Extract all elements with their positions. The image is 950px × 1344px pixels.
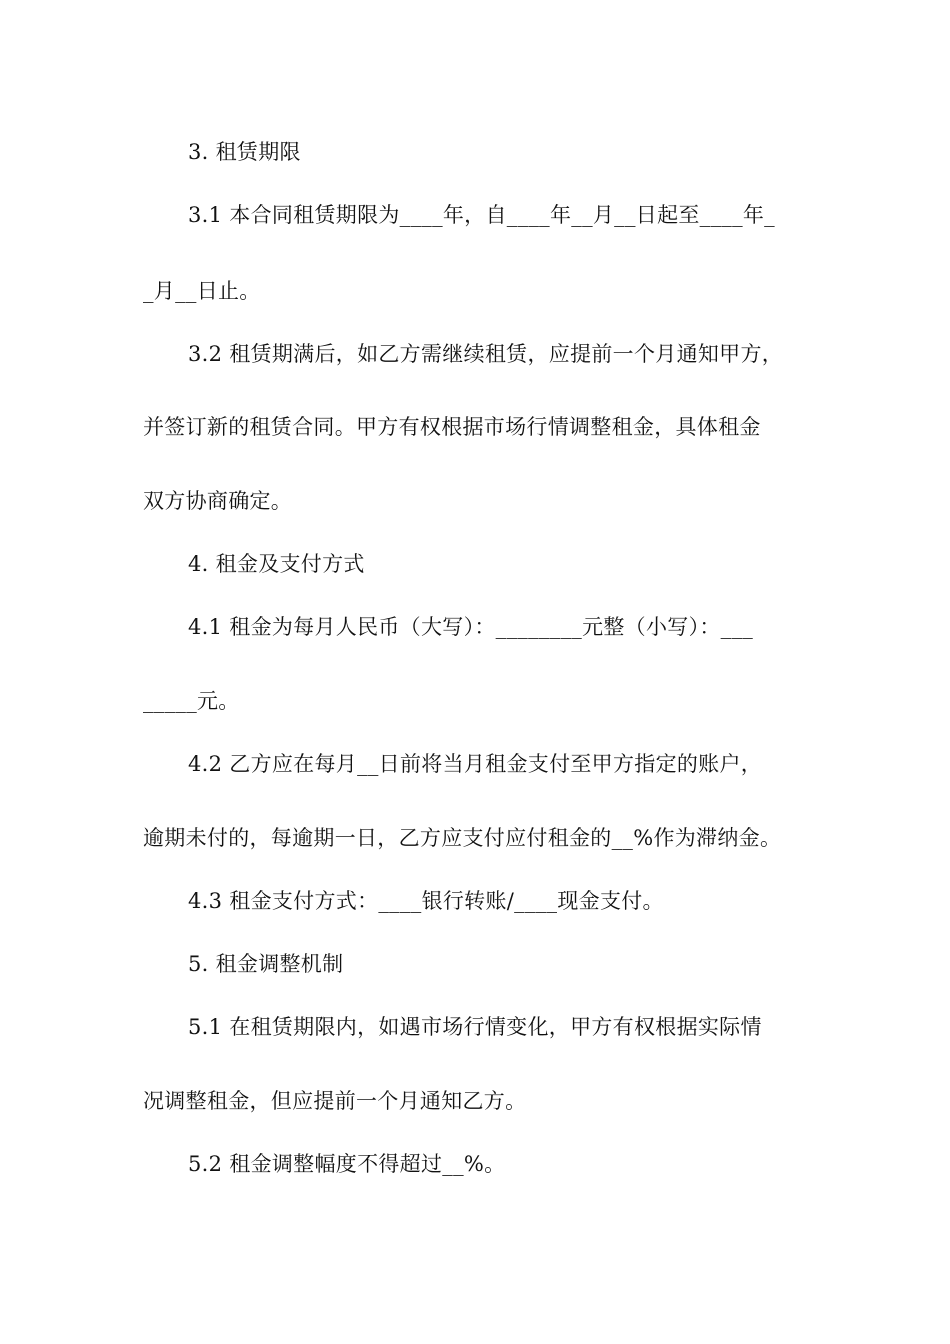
clause-3-2-line-1: 3.2 租赁期满后，如乙方需继续租赁，应提前一个月通知甲方，	[188, 342, 784, 366]
clause-4-2-line-1: 4.2 乙方应在每月__日前将当月租金支付至甲方指定的账户，	[188, 752, 763, 776]
clause-3-2-line-2: 并签订新的租赁合同。甲方有权根据市场行情调整租金，具体租金	[143, 415, 761, 439]
clause-4-1-line-1: 4.1 租金为每月人民币（大写）：________元整（小写）：___	[188, 615, 754, 639]
clause-5-1-line-2: 况调整租金，但应提前一个月通知乙方。	[143, 1089, 527, 1113]
clause-5-1-line-1: 5.1 在租赁期限内，如遇市场行情变化，甲方有权根据实际情	[188, 1015, 762, 1039]
section-heading-4: 4. 租金及支付方式	[188, 552, 365, 576]
clause-3-2-line-3: 双方协商确定。	[143, 489, 293, 513]
section-heading-3: 3. 租赁期限	[188, 140, 301, 164]
clause-4-1-line-2: _____元。	[143, 689, 240, 713]
clause-5-2: 5.2 租金调整幅度不得超过__%。	[188, 1152, 506, 1176]
clause-3-1-line-2: _月__日止。	[143, 279, 261, 303]
clause-4-2-line-2: 逾期未付的，每逾期一日，乙方应支付应付租金的__%作为滞纳金。	[143, 826, 782, 850]
clause-3-1-line-1: 3.1 本合同租赁期限为____年，自____年__月__日起至____年_	[188, 203, 775, 227]
section-heading-5: 5. 租金调整机制	[188, 952, 344, 976]
clause-4-3: 4.3 租金支付方式：____银行转账/____现金支付。	[188, 889, 664, 913]
